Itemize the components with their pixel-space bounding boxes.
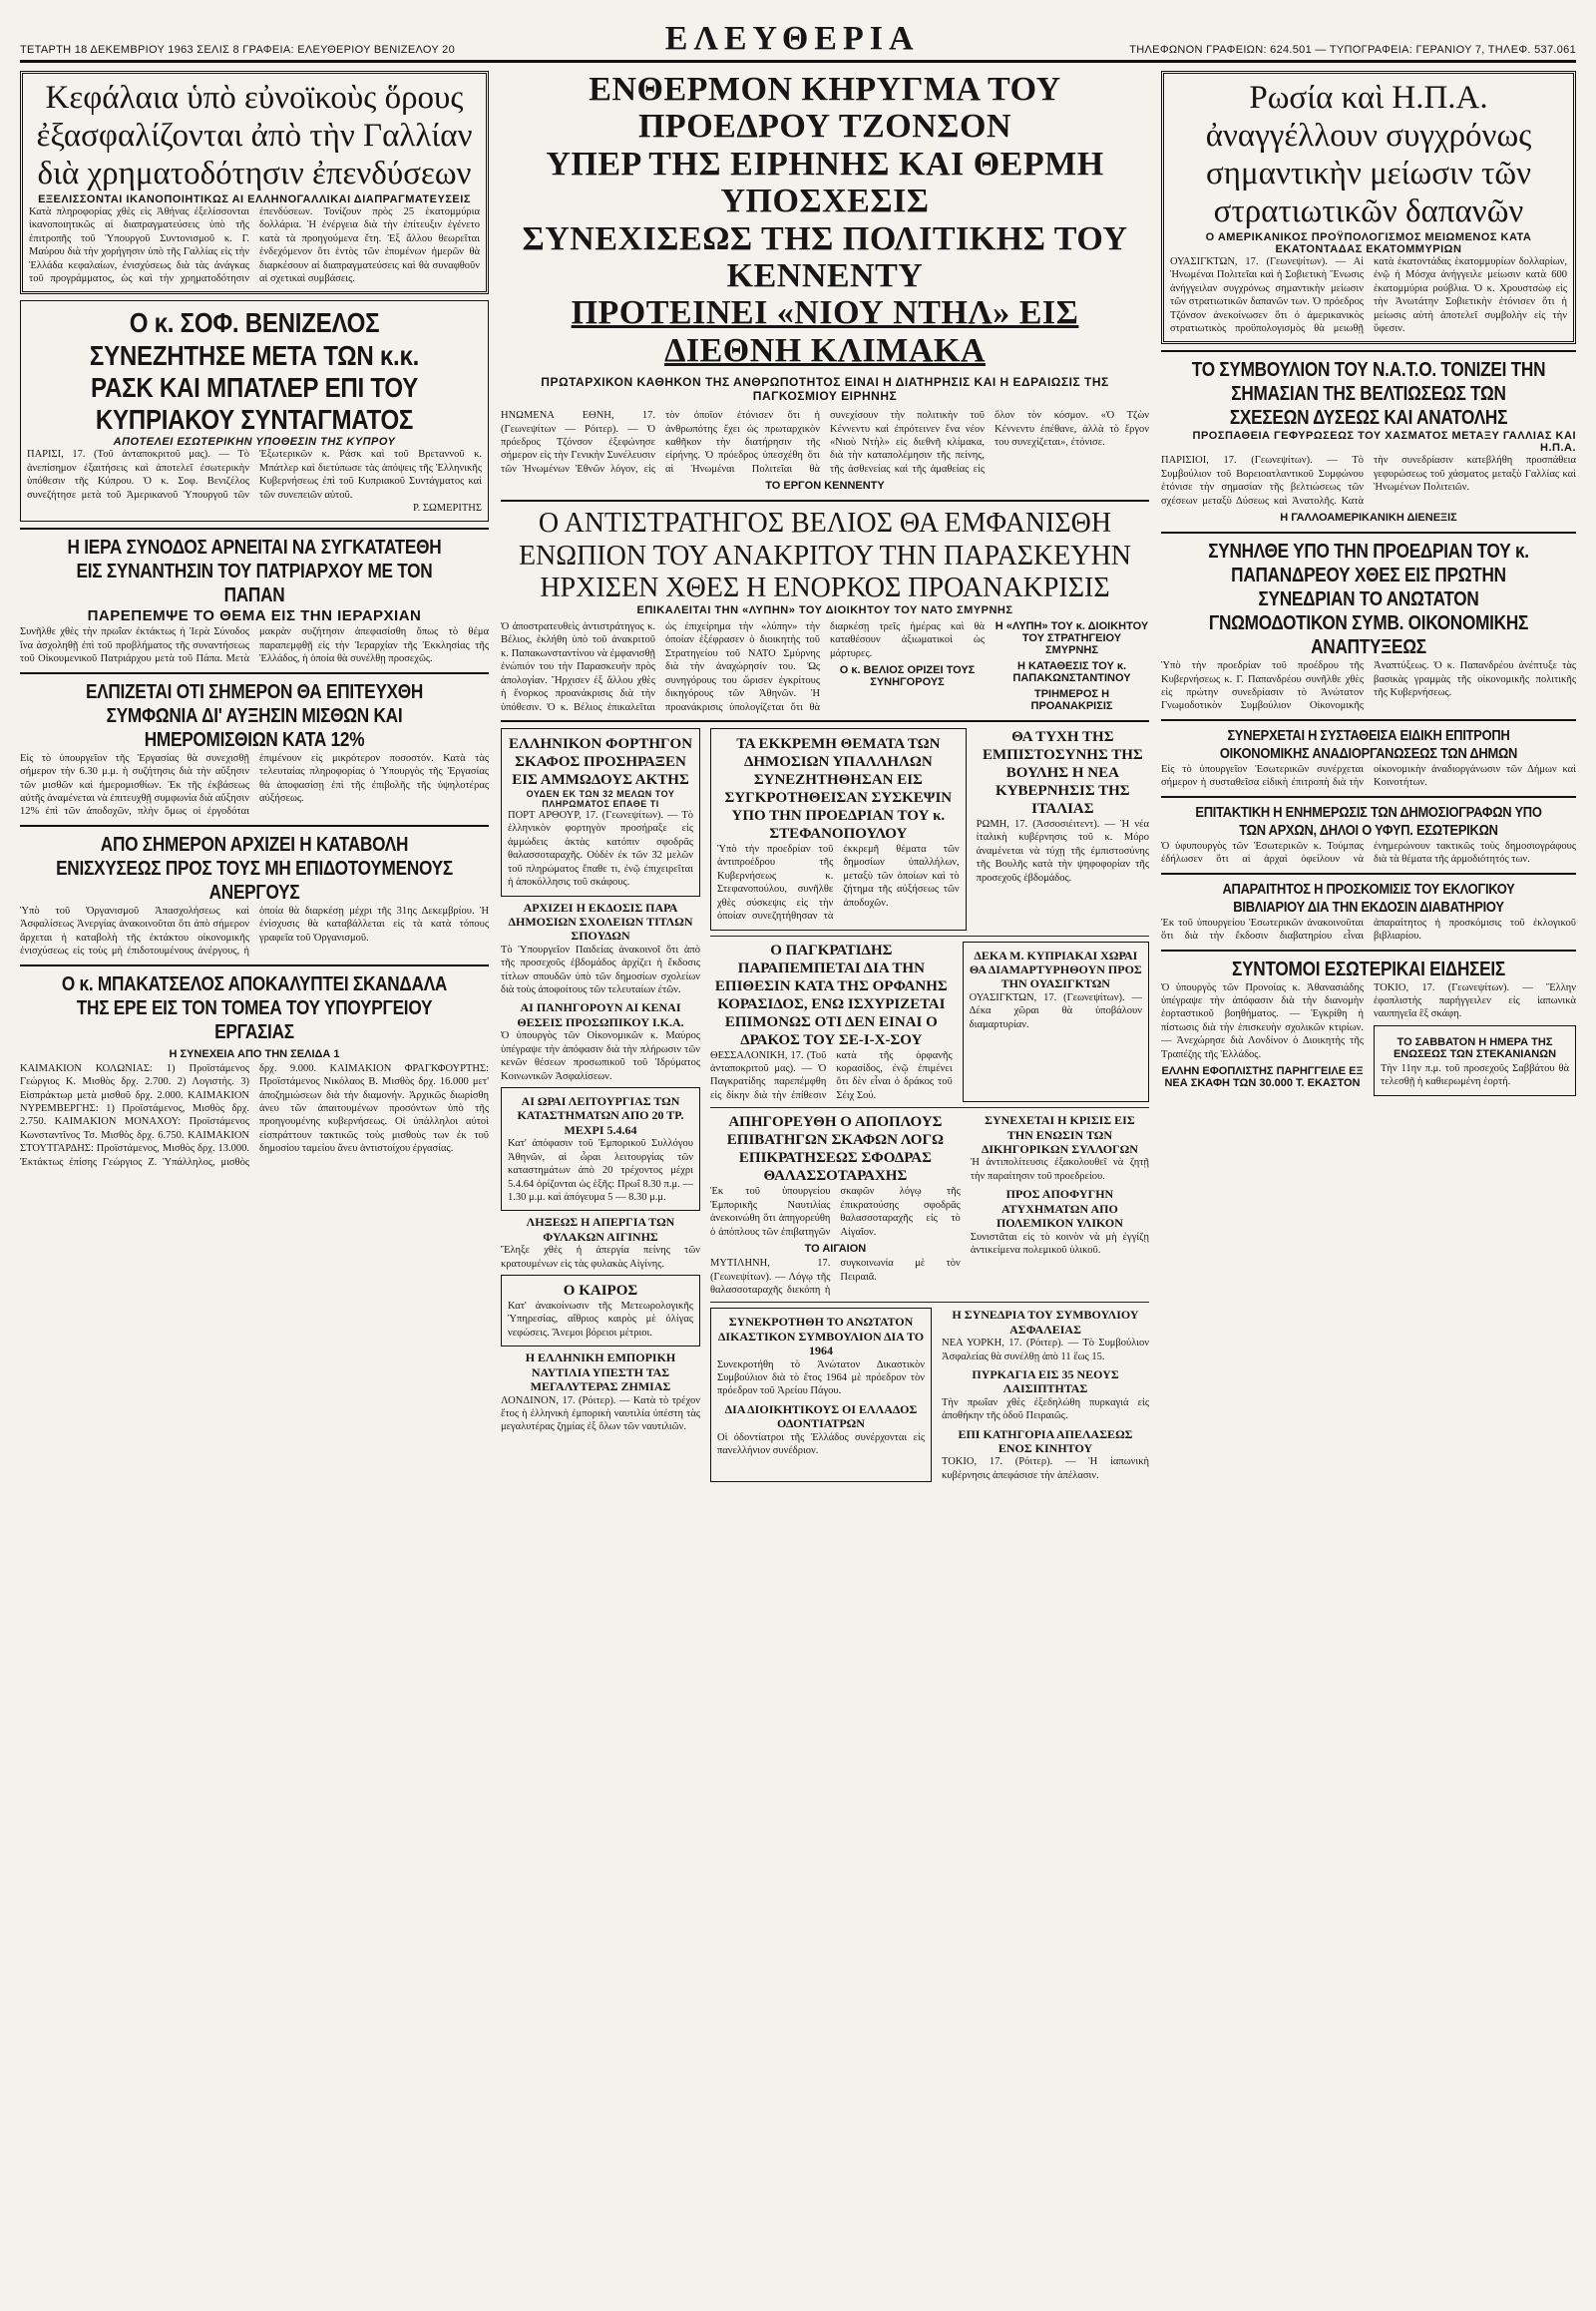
- article-freighter: [501, 728, 700, 897]
- article-hours: [501, 1087, 700, 1211]
- body-voters: Ἐκ τοῦ ὑπουργείου Ἐσωτερικῶν ἀνακοινοῦται ὅτι διὰ τὴν ἔκδοσιν διαβατηρίου εἶναι ἀπαραίτητος ἡ προσκόμισις τοῦ ἐκλογικοῦ βιβλιαρίου.: [1161, 917, 1576, 943]
- headline-nato: ΤΟ ΣΥΜΒΟΥΛΙΟΝ ΤΟΥ Ν.Α.Τ.Ο. ΤΟΝΙΖΕΙ ΤΗΝ ΣΗΜΑΣΙΑΝ ΤΗΣ ΒΕΛΤΙΩΣΕΩΣ ΤΩΝ ΣΧΕΣΕΩΝ ΔΥΣΕΩΣ ΚΑΙ ΑΝΑΤΟΛΗΣ: [1191, 359, 1546, 430]
- headline-lawyers: ΣΥΝΕΧΕΤΑΙ Η ΚΡΙΣΙΣ ΕΙΣ ΤΗΝ ΕΝΩΣΙΝ ΤΩΝ ΔΙΚΗΓΟΡΙΚΩΝ ΣΥΛΛΟΓΩΝ: [981, 1113, 1138, 1157]
- headline-works: Ο κ. ΜΠΑΚΑΤΣΕΛΟΣ ΑΠΟΚΑΛΥΠΤΕΙ ΣΚΑΝΔΑΛΑ ΤΗΣ ΕΡΕ ΕΙΣ ΤΟΝ ΤΟΜΕΑ ΤΟΥ ΥΠΟΥΡΓΕΙΟΥ ΕΡΓΑΣΙΑΣ: [61, 972, 448, 1043]
- body-weather: Κατ' ἀνακοίνωσιν τῆς Μετεωρολογικῆς Ὑπηρεσίας, αἴθριος καιρὸς μὲ ὀλίγας νεφώσεις. Ἄνεμοι βόρειοι μέτριοι.: [508, 1301, 693, 1339]
- body-papandreou: Ὑπὸ τὴν προεδρίαν τοῦ προέδρου τῆς Κυβερνήσεως κ. Γ. Παπανδρέου συνῆλθε χθὲς εἰς πρώτην συνεδρίασιν τὸ Ἀνώτατον Γνωμοδοτικὸν Συμβούλιον Οἰκονομικῆς Ἀναπτύξεως. Ὁ κ. Παπανδρέου ἀνέπτυξε τὰς βασικὰς γραμμὰς τῆς οἰκονομικῆς πολιτικῆς τῆς Κυβερνήσεως.: [1161, 660, 1576, 712]
- col-lawyers-missing: [971, 1113, 1149, 1297]
- subhead-velios-1: Ο κ. ΒΕΛΙΟΣ ΟΡΙΖΕΙ ΤΟΥΣ ΣΥΝΗΓΟΡΟΥΣ: [839, 664, 976, 689]
- headline-papandreou: ΣΥΝΗΛΘΕ ΥΠΟ ΤΗΝ ΠΡΟΕΔΡΙΑΝ ΤΟΥ κ. ΠΑΠΑΝΔΡΕΟΥ ΧΘΕΣ ΕΙΣ ΠΡΩΤΗΝ ΣΥΝΕΔΡΙΑΝ ΤΟ ΑΝΩΤΑΤΟΝ ΓΝΩΜΟΔΟΤΙΚΟΝ ΣΥΜΒ. ΟΙΚΟΝΟΜΙΚΗΣ ΑΝΑΠΤΥΞΕΩΣ: [1208, 541, 1529, 659]
- row-civil-italy: [710, 728, 1149, 931]
- body-tokyo: ΤΟΚΙΟ, 17. (Ρόιτερ). — Ἡ ἰαπωνικὴ κυβέρνησις ἀπεφάσισε τὴν ἀπέλασιν.: [942, 1456, 1149, 1481]
- body-aegean: ΜΥΤΙΛΗΝΗ, 17. (Γεωνεψίτων). — Λόγῳ τῆς θαλασσοταραχῆς διεκόπη ἡ συγκοινωνία μὲ τὸν Πειραιᾶ.: [710, 1258, 961, 1296]
- body-unemployed: Ὑπὸ τοῦ Ὀργανισμοῦ Ἀπασχολήσεως καὶ Ἀσφαλίσεως Ἀνεργίας ἀνακοινοῦται ὅτι ἀπὸ σήμερον ἄρχεται ἡ καταβολὴ τῆς ἐκτάκτου οἰκονομικῆς ἐνισχύσεως εἰς τοὺς μὴ ἐπιδοτουμένους ἀνέργους, ἡ ὁποία θὰ διαρκέσῃ μέχρι τῆς 31ης Δεκεμβρίου. Ἡ ἐνίσχυσις θὰ καταβάλλεται εἰς τὰ κατὰ τόπους γραφεῖα τοῦ Ὀργανισμοῦ.: [20, 905, 489, 958]
- top-strip: [20, 20, 1576, 63]
- kicker-velios: ΕΠΙΚΑΛΕΙΤΑΙ ΤΗΝ «ΛΥΠΗΝ» ΤΟΥ ΔΙΟΙΚΗΤΟΥ ΤΟΥ ΝΑΤΟ ΣΜΥΡΝΗΣ: [636, 603, 1013, 616]
- kicker-johnson: ΠΡΩΤΑΡΧΙΚΟΝ ΚΑΘΗΚΟΝ ΤΗΣ ΑΝΘΡΩΠΟΤΗΤΟΣ ΕΙΝΑΙ Η ΔΙΑΤΗΡΗΣΙΣ ΚΑΙ Η ΕΔΡΑΙΩΣΙΣ ΤΗΣ ΠΑΓΚΟΣΜΙΟΥ ΕΙΡΗΝΗΣ: [541, 375, 1109, 404]
- center-narrow-column: [501, 728, 700, 2265]
- article-velios: [501, 508, 1149, 714]
- article-papandreou: [1161, 540, 1576, 713]
- subhead-velios-3: Η ΚΑΤΑΘΕΣΙΣ ΤΟΥ κ. ΠΑΠΑΚΩΝΣΤΑΝΤΙΝΟΥ: [1012, 659, 1131, 684]
- body-arms-cuts: ΟΥΑΣΙΓΚΤΩΝ, 17. (Γεωνεψίτων). — Αἱ Ἡνωμέναι Πολιτεῖαι καὶ ἡ Σοβιετικὴ Ἕνωσις ἀνήγγειλαν συγχρόνως σημαντικὴν μείωσιν τῶν στρατιωτικῶν δαπανῶν των. Ὁ πρόεδρος Τζόνσον ἀνεκοίνωσεν ὅτι ὁ ἀμερικανικὸς στρατιωτικὸς προϋπολογισμὸς θὰ μειωθῇ κατὰ ἑκατοντάδας ἑκατομμυρίων δολλαρίων, ἐνῷ ἡ Μόσχα ἀνήγγειλε μείωσιν κατὰ 600 ἑκατομμύρια ρούβλια. Ὁ κ. Χρουστσὼφ εἰς τὴν Ἀνωτάτην Σοβιετικὴν ἐτόνισεν ὅτι ἡ μείωσις αὐτὴ ἀποτελεῖ συμβολὴν εἰς τὴν ὕφεσιν.: [1170, 255, 1567, 334]
- headline-wages: ΕΛΠΙΖΕΤΑΙ ΟΤΙ ΣΗΜΕΡΟΝ ΘΑ ΕΠΙΤΕΥΧΘΗ ΣΥΜΦΩΝΙΑ ΔΙ' ΑΥΞΗΣΙΝ ΜΙΣΘΩΝ ΚΑΙ ΗΜΕΡΟΜΙΣΘΙΩΝ ΚΑΤΑ 12%: [85, 680, 424, 751]
- body-strike: Ἔληξε χθὲς ἡ ἀπεργία πείνης τῶν κρατουμένων εἰς τὰς φυλακὰς Αἰγίνης.: [501, 1245, 700, 1270]
- headline-hours: ΑΙ ΩΡΑΙ ΛΕΙΤΟΥΡΓΙΑΣ ΤΩΝ ΚΑΤΑΣΤΗΜΑΤΩΝ ΑΠΟ 20 ΤΡ. ΜΕΧΡΙ 5.4.64: [517, 1094, 684, 1137]
- body-hours: Κατ' ἀπόφασιν τοῦ Ἐμπορικοῦ Συλλόγου Ἀθηνῶν, αἱ ὧραι λειτουργίας τῶν καταστημάτων ἀπὸ 20 τρέχοντος μέχρι 5.4.64 ὁρίζονται ὡς ἑξῆς: Πρωΐ 8.30 π.μ. — 1.30 μ.μ. καὶ ἀπόγευμα 5 — 8.30 μ.μ.: [508, 1138, 693, 1203]
- body-schools: Τὸ Ὑπουργεῖον Παιδείας ἀνακοινοῖ ὅτι ἀπὸ τῆς προσεχοῦς ἑβδομάδος ἀρχίζει ἡ ἔκδοσις τίτλων σπουδῶν ὑπὸ τῶν δημοσίων σχολείων διὰ τοὺς ἀποφοίτους τῶν τελευταίων ἐτῶν.: [501, 944, 700, 996]
- kicker-freighter: ΟΥΔΕΝ ΕΚ ΤΩΝ 32 ΜΕΛΩΝ ΤΟΥ ΠΛΗΡΩΜΑΤΟΣ ΕΠΑΘΕ ΤΙ: [526, 788, 675, 809]
- headline-police: ΔΙΑ ΔΙΟΙΚΗΤΙΚΟΥΣ ΟΙ ΕΛΛΑΔΟΣ ΟΔΟΝΤΙΑΤΡΩΝ: [724, 1401, 918, 1431]
- headline-strike: ΛΗΞΕΩΣ Η ΑΠΕΡΓΙΑ ΤΩΝ ΦΥΛΑΚΩΝ ΑΙΓΙΝΗΣ: [526, 1215, 675, 1244]
- body-briefs-shipowner: ΤΟΚΙΟ, 17. (Γεωνεψίτων). — Ἕλλην ἐφοπλιστὴς παρήγγειλεν εἰς ἰαπωνικὰ ναυπηγεῖα ἓξ σκάφη.: [1374, 981, 1576, 1020]
- headline-schools: ΑΡΧΙΖΕΙ Η ΕΚΔΟΣΙΣ ΠΑΡΑ ΔΗΜΟΣΙΩΝ ΣΧΟΛΕΙΩΝ ΤΙΤΛΩΝ ΣΠΟΥΔΩΝ: [508, 900, 693, 944]
- date-line: ΤΕΤΑΡΤΗ 18 ΔΕΚΕΜΒΡΙΟΥ 1963 ΣΕΛΙΣ 8 ΓΡΑΦΕΙΑ: ΕΛΕΥΘΕΡΙΟΥ ΒΕΝΙΖΕΛΟΥ 20: [20, 44, 455, 56]
- headline-italy: ΘΑ ΤΥΧΗ ΤΗΣ ΕΜΠΙΣΤΟΣΥΝΗΣ ΤΗΣ ΒΟΥΛΗΣ Η ΝΕΑ ΚΥΒΕΡΝΗΣΙΣ ΤΗΣ ΙΤΑΛΙΑΣ: [982, 728, 1143, 817]
- body-shipping: ΛΟΝΔΙΝΟΝ, 17. (Ρόιτερ). — Κατὰ τὸ τρέχον ἔτος ἡ ἑλληνικὴ ἐμπορικὴ ναυτιλία ὑπέστη τὰς μεγαλυτέρας ζημίας ἐξ ὅλων τῶν ναυτιλιῶν.: [501, 1394, 700, 1433]
- body-venizelos: ΠΑΡΙΣΙ, 17. (Τοῦ ἀνταποκριτοῦ μας). — Τὸ ἀνεπίσημον ἐξαιτήσεις καὶ ἀποτελεῖ ἐσωτερικὴν ὑπόθεσιν τῆς Κύπρου. Ὁ κ. Σοφ. Βενιζέλος συνεζήτησε μετὰ τοῦ Ἀμερικανοῦ Ὑπουργοῦ τῶν Ἐξωτερικῶν κ. Ράσκ καὶ τοῦ Βρεταννοῦ κ. Μπάτλερ καὶ διετύπωσε τὰς ἀπόψεις τῆς Ἑλληνικῆς Κυβερνήσεως ἐπὶ τοῦ Κυπριακοῦ Συντάγματος καὶ τῶν συνεπειῶν αὐτοῦ.: [27, 449, 482, 501]
- right-column: [1161, 71, 1576, 2265]
- headline-court: ΣΥΝΕΚΡΟΤΗΘΗ ΤΟ ΑΝΩΤΑΤΟΝ ΔΙΚΑΣΤΙΚΟΝ ΣΥΜΒΟΥΛΙΟΝ ΔΙΑ ΤΟ 1964: [717, 1315, 925, 1358]
- headline-weather: Ο ΚΑΙΡΟΣ: [563, 1283, 638, 1300]
- headline-venizelos: Ο κ. ΣΟΦ. ΒΕΝΙΖΕΛΟΣ ΣΥΝΕΖΗΤΗΣΕ ΜΕΤΑ ΤΩΝ κ.κ. ΡΑΣΚ ΚΑΙ ΜΠΑΤΛΕΡ ΕΠΙ ΤΟΥ ΚΥΠΡΙΑΚΟΥ ΣΥΝΤΑΓΜΑΤΟΣ: [89, 307, 420, 435]
- headline-civil: ΤΑ ΕΚΚΡΕΜΗ ΘΕΜΑΤΑ ΤΩΝ ΔΗΜΟΣΙΩΝ ΥΠΑΛΛΗΛΩΝ ΣΥΝΕΖΗΤΗΘΗΣΑΝ ΕΙΣ ΣΥΓΚΡΟΤΗΘΕΙΣΑΝ ΣΥΣΚΕΨΙΝ ΥΠΟ ΤΗΝ ΠΡΟΕΔΡΙΑΝ ΤΟΥ κ. ΣΤΕΦΑΝΟΠΟΥΛΟΥ: [724, 735, 953, 842]
- headline-missing: ΠΡΟΣ ΑΠΟΦΥΓΗΝ ΑΤΥΧΗΜΑΤΩΝ ΑΠΟ ΠΟΛΕΜΙΚΟΝ ΥΛΙΚΟΝ: [996, 1187, 1123, 1231]
- article-venizelos: [20, 300, 489, 522]
- article-arms-cuts: [1161, 71, 1576, 344]
- kicker-synod: ΠΑΡΕΠΕΜΨΕ ΤΟ ΘΕΜΑ ΕΙΣ ΤΗΝ ΙΕΡΑΡΧΙΑΝ: [87, 607, 422, 625]
- headline-freighter: ΕΛΛΗΝΙΚΟΝ ΦΟΡΤΗΓΟΝ ΣΚΑΦΟΣ ΠΡΟΣΗΡΑΞΕΝ ΕΙΣ ΑΜΜΩΔΟΥΣ ΑΚΤΗΣ: [508, 735, 693, 788]
- row-orphans-cyprus: [710, 942, 1149, 1103]
- article-un: [942, 1308, 1149, 1482]
- article-court: [710, 1308, 932, 1482]
- body-missing: Συνιστᾶται εἰς τὸ κοινὸν νὰ μὴ ἐγγίζῃ ἀντικείμενα πολεμικοῦ ὑλικοῦ.: [970, 1231, 1149, 1256]
- body-cyprus: ΟΥΑΣΙΓΚΤΩΝ, 17. (Γεωνεψίτων). — Δέκα χῶραι θὰ ὑποβάλουν διαμαρτυρίαν.: [969, 991, 1142, 1030]
- article-synod: [20, 536, 489, 665]
- body-un: ΝΕΑ ΥΟΡΚΗ, 17. (Ρόιτερ). — Τὸ Συμβούλιον Ἀσφαλείας θὰ συνέλθῃ ἀπὸ 11 ἕως 15.: [942, 1338, 1149, 1362]
- subhead-nato: Η ΓΑΛΛΟΑΜΕΡΙΚΑΝΙΚΗ ΔΙΕΝΕΞΙΣ: [1280, 512, 1457, 525]
- body-freighter: ΠΟΡΤ ΑΡΘΟΥΡ, 17. (Γεωνεψίτων). — Τὸ ἑλληνικὸν φορτηγὸν προσήραξε εἰς ἀμμώδεις ἀκτὰς κατόπιν σφοδρᾶς θαλασσοταραχῆς. Οὐδὲν ἐκ τῶν 32 μελῶν τοῦ πληρώματος ἔπαθε τι, ἐνῷ ἐπιχειρεῖται ἡ ἀποκόλλησις τοῦ σκάφους.: [508, 809, 693, 889]
- headline-journalists: ΕΠΙΤΑΚΤΙΚΗ Η ΕΝΗΜΕΡΩΣΙΣ ΤΩΝ ΔΗΜΟΣΙΟΓΡΑΦΩΝ ΥΠΟ ΤΩΝ ΑΡΧΩΝ, ΔΗΛΟΙ Ο ΥΦΥΠ. ΕΣΩΤΕΡΙΚΩΝ: [1195, 803, 1542, 839]
- center-lower: [501, 728, 1149, 2265]
- headline-fire: ΠΥΡΚΑΓΙΑ ΕΙΣ 35 ΝΕΟΥΣ ΛΑΙΣΙΠΤΗΤΑΣ: [972, 1367, 1119, 1396]
- headline-unemployed: ΑΠΟ ΣΗΜΕΡΟΝ ΑΡΧΙΖΕΙ Η ΚΑΤΑΒΟΛΗ ΕΝΙΣΧΥΣΕΩΣ ΠΡΟΣ ΤΟΥΣ ΜΗ ΕΠΙΔΟΤΟΥΜΕΝΟΥΣ ΑΝΕΡΓΟΥΣ: [56, 833, 453, 904]
- article-civil: [710, 728, 967, 931]
- body-italy: ΡΩΜΗ, 17. (Ἀσσοσιέιτεντ). — Ἡ νέα ἰταλικὴ κυβέρνησις τοῦ κ. Μόρο ἀναμένεται νὰ τύχῃ τῆς ἐμπιστοσύνης τῆς Βουλῆς κατὰ τὴν ψηφοφορίαν τῆς προσεχοῦς ἑβδομάδος.: [976, 818, 1149, 884]
- article-france-capital: [20, 71, 489, 294]
- banner-line-1: ΕΝΘΕΡΜΟΝ ΚΗΡΥΓΜΑ ΤΟΥ ΠΡΟΕΔΡΟΥ ΤΖΟΝΣΟΝ: [589, 71, 1061, 146]
- article-briefs: [1161, 958, 1576, 2266]
- article-strike: [501, 1215, 700, 1271]
- center-column: [501, 71, 1149, 2265]
- article-johnson: [501, 71, 1149, 502]
- velios-line-3: ΗΡΧΙΣΕΝ ΧΘΕΣ Η ΕΝΟΡΚΟΣ ΠΡΟΑΝΑΚΡΙΣΙΣ: [540, 572, 1110, 603]
- article-unemployed: [20, 833, 489, 959]
- article-journalists: [1161, 804, 1576, 867]
- headline-tokyo: ΕΠΙ ΚΑΤΗΓΟΡΙΑ ΑΠΕΛΑΣΕΩΣ ΕΝΟΣ ΚΙΝΗΤΟΥ: [958, 1426, 1133, 1456]
- body-court: Συνεκροτήθη τὸ Ἀνώτατον Δικαστικὸν Συμβούλιον διὰ τὸ ἔτος 1964 μὲ πρόεδρον τὸν πρόεδρον τοῦ Ἀρείου Πάγου.: [717, 1358, 925, 1397]
- headline-synod: Η ΙΕΡΑ ΣΥΝΟΔΟΣ ΑΡΝΕΙΤΑΙ ΝΑ ΣΥΓΚΑΤΑΤΕΘΗ ΕΙΣ ΣΥΝΑΝΤΗΣΙΝ ΤΟΥ ΠΑΤΡΙΑΡΧΟΥ ΜΕ ΤΟΝ ΠΑΠΑΝ: [67, 537, 442, 607]
- subhead-kennedy: ΤΟ ΕΡΓΟΝ ΚΕΝΝΕΝΤΥ: [765, 480, 885, 493]
- left-column: [20, 71, 489, 2265]
- headline-dockers: ΑΠΗΓΟΡΕΥΘΗ Ο ΑΠΟΠΛΟΥΣ ΕΠΙΒΑΤΗΓΩΝ ΣΚΑΦΩΝ ΛΟΓΩ ΕΠΙΚΡΑΤΗΣΕΩΣ ΣΦΟΔΡΑΣ ΘΑΛΑΣΣΟΤΑΡΑΧΗΣ: [726, 1114, 945, 1185]
- byline-venizelos: Ρ. ΣΩΜΕΡΙΤΗΣ: [412, 502, 482, 514]
- body-nato: ΠΑΡΙΣΙΟΙ, 17. (Γεωνεψίτων). — Τὸ Συμβούλιον τοῦ Βορειοατλαντικοῦ Συμφώνου ἐτόνισε τὴν σημασίαν τῆς βελτιώσεως τῶν σχέσεων μεταξὺ Δύσεως καὶ Ἀνατολῆς. Κατὰ τὴν συνεδρίασιν κατεβλήθη προσπάθεια γεφυρώσεως τοῦ χάσματος μεταξὺ Γαλλίας καὶ Ἡνωμένων Πολιτειῶν.: [1161, 455, 1576, 507]
- body-civil: Ὑπὸ τὴν προεδρίαν τοῦ ἀντιπροέδρου τῆς Κυβερνήσεως κ. Στεφανοπούλου, συνῆλθε χθὲς σύσκεψις εἰς τὴν ὁποίαν συνεζητήθησαν τὰ ἐκκρεμῆ θέματα τῶν δημοσίων ὑπαλλήλων, μεταξὺ τῶν ὁποίων καὶ τὸ ζήτημα τῆς αὐξήσεως τῶν ἀποδοχῶν.: [717, 843, 960, 923]
- page-grid: [20, 71, 1576, 2265]
- body-briefs: Ὁ ὑπουργὸς τῶν Προνοίας κ. Ἀθανασιάδης ὑπέγραψε τὴν ἀπόφασιν διὰ τὴν διανομὴν ἑορταστικοῦ βοηθήματος. — Ἐγκρίθη ἡ πίστωσις διὰ τὴν ἐπισκευὴν σχολικῶν κτιρίων. — Ἀνεχώρησε διὰ Λονδίνον ὁ Διοικητὴς τῆς Τραπέζης τῆς Ἑλλάδος.: [1161, 981, 1364, 1060]
- newspaper-page: [20, 20, 1576, 2271]
- velios-line-1: Ο ΑΝΤΙΣΤΡΑΤΗΓΟΣ ΒΕΛΙΟΣ ΘΑ ΕΜΦΑΝΙΣΘΗ: [538, 508, 1112, 540]
- body-dockers: Ἐκ τοῦ ὑπουργείου Ἐμπορικῆς Ναυτιλίας ἀνεκοινώθη ὅτι ἀπηγορεύθη ὁ ἀπόπλους τῶν ἐπιβατηγῶν σκαφῶν λόγῳ τῆς ἐπικρατούσης σφοδρᾶς θαλασσοταραχῆς εἰς τὸ Αἰγαῖον.: [710, 1186, 961, 1238]
- article-cyprus: [963, 942, 1149, 1103]
- body-synod: Συνῆλθε χθὲς τὴν πρωΐαν ἐκτάκτως ἡ Ἱερὰ Σύνοδος ἵνα ἀσχοληθῇ ἐπὶ τοῦ προβλήματος τῆς συναντήσεως τοῦ Οἰκουμενικοῦ Πατριάρχου μετὰ τοῦ Πάπα. Μετὰ μακρὰν συζήτησιν ἀπεφασίσθη ὅπως τὸ θέμα παραπεμφθῇ εἰς τὴν Ἱεραρχίαν τῆς Ἐκκλησίας τῆς Ἑλλάδος, ἡ ὁποία θὰ συνέλθῃ προσεχῶς.: [20, 626, 489, 665]
- kicker-france-capital: ΕΞΕΛΙΣΣΟΝΤΑΙ ΙΚΑΝΟΠΟΙΗΤΙΚΩΣ ΑΙ ΕΛΛΗΝΟΓΑΛΛΙΚΑΙ ΔΙΑΠΡΑΓΜΑΤΕΥΣΕΙΣ: [38, 193, 471, 205]
- body-velios: Ὁ ἀποστρατευθεὶς ἀντιστράτηγος κ. Βέλιος, ἐκλήθη ὑπὸ τοῦ ἀνακριτοῦ κ. Παπακωνσταντίνου νὰ ἐμφανισθῇ ἐνώπιόν του τὴν Παρασκευὴν πρὸς ἀπολογίαν. Ἤρχισεν ἐξ ἄλλου χθὲς ἡ ἔνορκος προανάκρισις διὰ τὴν ὑπόθεσιν. Ὁ κ. Βέλιος ἐπικαλεῖται ὡς ἐπιχείρημα τὴν «λύπην» τὴν ὁποίαν ἐξέφρασεν ὁ διοικητὴς τοῦ Στρατηγείου τοῦ ΝΑΤΟ Σμύρνης διὰ τὴν ἀναχώρησίν του. Ὡς συνηγόρους του ὥρισεν ἐγκρίτους δικηγόρους τῶν Ἀθηνῶν. Ἡ προανάκρισις ὑπολογίζεται ὅτι θὰ διαρκέσῃ τρεῖς ἡμέρας καὶ θὰ καταθέσουν ἀξιωματικοὶ ὡς μάρτυρες.: [501, 620, 985, 713]
- subhead-briefs-saturday: ΤΟ ΣΑΒΒΑΤΟΝ Η ΗΜΕΡΑ ΤΗΣ ΕΝΩΣΕΩΣ ΤΩΝ ΣΤΕΚΑΝΙΑΝΩΝ: [1393, 1035, 1557, 1060]
- kicker-arms-cuts: Ο ΑΜΕΡΙΚΑΝΙΚΟΣ ΠΡΟΫΠΟΛΟΓΙΣΜΟΣ ΜΕΙΩΜΕΝΟΣ ΚΑΤΑ ΕΚΑΤΟΝΤΑΔΑΣ ΕΚΑΤΟΜΜΥΡΙΩΝ: [1205, 230, 1532, 255]
- body-orphans: ΘΕΣΣΑΛΟΝΙΚΗ, 17. (Τοῦ ἀνταποκριτοῦ μας). — Ὁ Παγκρατίδης παρεπέμφθη εἰς δίκην διὰ τὴν ἐπίθεσιν κατὰ τῆς ὀρφανῆς κορασίδος, ἐνῷ ἐπιμένει ὅτι δὲν εἶναι ὁ δράκος τοῦ Σέιχ Σού.: [710, 1049, 953, 1101]
- body-police: Οἱ ὀδοντίατροι τῆς Ἑλλάδος συνέρχονται εἰς πανελλήνιον συνέδριον.: [717, 1431, 925, 1457]
- article-wages: [20, 680, 489, 819]
- row-bottom-center: [710, 1308, 1149, 1482]
- banner-line-4: ΠΡΟΤΕΙΝΕΙ «ΝΙΟΥ ΝΤΗΛ» ΕΙΣ ΔΙΕΘΝΗ ΚΛΙΜΑΚΑ: [571, 294, 1079, 369]
- headline-briefs: ΣΥΝΤΟΜΟΙ ΕΣΩΤΕΡΙΚΑΙ ΕΙΔΗΣΕΙΣ: [1232, 958, 1505, 980]
- article-orphans: [710, 942, 953, 1103]
- headline-orphans: Ο ΠΑΓΚΡΑΤΙΔΗΣ ΠΑΡΑΠΕΜΠΕΤΑΙ ΔΙΑ ΤΗΝ ΕΠΙΘΕΣΙΝ ΚΑΤΑ ΤΗΣ ΟΡΦΑΝΗΣ ΚΟΡΑΣΙΔΟΣ, ΕΝΩ ΙΣΧΥΡΙΖΕΤΑΙ ΕΠΙΜΟΝΩΣ ΟΤΙ ΔΕΝ ΕΙΝΑΙ Ο ΔΡΑΚΟΣ ΤΟΥ ΣΕ-Ι-Χ-ΣΟΥ: [714, 942, 948, 1048]
- body-johnson: ΗΝΩΜΕΝΑ ΕΘΝΗ, 17. (Γεωνεψίτων — Ρόιτερ). — Ὁ πρόεδρος Τζόνσον ἐξεφώνησε σήμερον εἰς τὴν Γενικὴν Συνέλευσιν τῶν Ἡνωμένων Ἐθνῶν λόγον, εἰς τὸν ὁποῖον ἐτόνισεν ὅτι ἡ ἀνθρωπότης ἔχει ὡς πρωταρχικὸν καθῆκον τὴν διατήρησιν τῆς εἰρήνης. Ὁ πρόεδρος ὑπεσχέθη ὅτι αἱ Ἡνωμέναι Πολιτεῖαι θὰ συνεχίσουν τὴν πολιτικὴν τοῦ Κέννεντυ καὶ ἐπρότεινεν ἕνα νέον «Νιοὺ Ντὴλ» εἰς διεθνῆ κλίμακα, διὰ τὴν καταπολέμησιν τῆς πείνης, τῆς ἀσθενείας καὶ τῆς ἀμαθείας εἰς ὅλον τὸν κόσμον. «Ὁ Τζὼν Κέννεντυ ἐπέθανε, ἀλλὰ τὸ ἔργον του συνεχίζεται», ἐτόνισε.: [501, 410, 1149, 475]
- headline-aegean: ΤΟ ΑΙΓΑΙΟΝ: [804, 1243, 867, 1256]
- article-dockers: [710, 1113, 961, 1297]
- kicker-venizelos: ΑΠΟΤΕΛΕΙ ΕΣΩΤΕΡΙΚΗΝ ΥΠΟΘΕΣΙΝ ΤΗΣ ΚΥΠΡΟΥ: [113, 436, 396, 449]
- subhead-velios-4: ΤΡΙΗΜΕΡΟΣ Η ΠΡΟΑΝΑΚΡΙΣΙΣ: [1030, 687, 1113, 712]
- kicker-works: Η ΣΥΝΕΧΕΙΑ ΑΠΟ ΤΗΝ ΣΕΛΙΔΑ 1: [169, 1047, 340, 1060]
- body-committee: Εἰς τὸ ὑπουργεῖον Ἐσωτερικῶν συνέρχεται σήμερον ἡ συσταθεῖσα εἰδικὴ ἐπιτροπὴ διὰ τὴν οἰκονομικὴν ἀναδιοργάνωσιν τῶν Δήμων καὶ Κοινοτήτων.: [1161, 763, 1576, 789]
- headline-cyprus: ΔΕΚΑ Μ. ΚΥΠΡΙΑΚΑΙ ΧΩΡΑΙ ΘΑ ΔΙΑΜΑΡΤΥΡΗΘΟΥΝ ΠΡΟΣ ΤΗΝ ΟΥΑΣΙΓΚΤΩΝ: [969, 948, 1142, 991]
- velios-line-2: ΕΝΩΠΙΟΝ ΤΟΥ ΑΝΑΚΡΙΤΟΥ ΤΗΝ ΠΑΡΑΣΚΕΥΗΝ: [518, 540, 1132, 572]
- subhead-velios-2: Η «ΛΥΠΗ» ΤΟΥ κ. ΔΙΟΙΚΗΤΟΥ ΤΟΥ ΣΤΡΑΤΗΓΕΙΟΥ ΣΜΥΡΝΗΣ: [995, 619, 1149, 656]
- row-dockers-lawyers: [710, 1113, 1149, 1297]
- headline-france-capital: Κεφάλαια ὑπὸ εὐνοϊκοὺς ὅρους ἐξασφαλίζονται ἀπὸ τὴν Γαλλίαν διὰ χρηματοδότησιν ἐπενδύσεων: [36, 80, 473, 192]
- banner-line-2: ΥΠΕΡ ΤΗΣ ΕΙΡΗΝΗΣ ΚΑΙ ΘΕΡΜΗ ΥΠΟΣΧΕΣΙΣ: [546, 145, 1104, 220]
- body-fire: Τὴν πρωΐαν χθὲς ἐξεδηλώθη πυρκαγιά εἰς ἀποθήκην τῆς ὁδοῦ Πειραιῶς.: [942, 1396, 1149, 1422]
- article-schools: [501, 901, 700, 997]
- body-journalists: Ὁ ὑφυπουργὸς τῶν Ἐσωτερικῶν κ. Τούμπας ἐδήλωσεν ὅτι αἱ ἀρχαὶ ὀφείλουν νὰ ἐνημερώνουν τακτικῶς τοὺς δημοσιογράφους διὰ τὰ θέματα τῆς ἁρμοδιότητός των.: [1161, 840, 1576, 866]
- subhead-briefs-shipowner: ΕΛΛΗΝ ΕΦΟΠΛΙΣΤΗΣ ΠΑΡΗΓΓΕΙΛΕ ΕΞ ΝΕΑ ΣΚΑΦΗ ΤΩΝ 30.000 Τ. ΕΚΑΣΤΟΝ: [1161, 1065, 1364, 1090]
- center-wide-column: [710, 728, 1149, 2265]
- headline-committee: ΣΥΝΕΡΧΕΤΑΙ Η ΣΥΣΤΑΘΕΙΣΑ ΕΙΔΙΚΗ ΕΠΙΤΡΟΠΗ ΟΙΚΟΝΟΜΙΚΗΣ ΑΝΑΔΙΟΡΓΑΝΩΣΕΩΣ ΤΩΝ ΔΗΜΩΝ: [1219, 726, 1518, 762]
- headline-un: Η ΣΥΝΕΔΡΙΑ ΤΟΥ ΣΥΜΒΟΥΛΙΟΥ ΑΣΦΑΛΕΙΑΣ: [952, 1308, 1139, 1337]
- headline-ika: ΑΙ ΠΑΝΗΓΟΡΟΥΝ ΑΙ ΚΕΝΑΙ ΘΕΣΕΙΣ ΠΡΟΣΩΠΙΚΟΥ Ι.Κ.Α.: [517, 1000, 684, 1029]
- article-shipping: [501, 1350, 700, 1433]
- phones-line: ΤΗΛΕΦΩΝΟΝ ΓΡΑΦΕΙΩΝ: 624.501 — ΤΥΠΟΓΡΑΦΕΙΑ: ΓΕΡΑΝΙΟΥ 7, ΤΗΛΕΦ. 537.061: [1129, 44, 1576, 56]
- body-france-capital: Κατὰ πληροφορίας χθὲς εἰς Ἀθήνας ἐξελίσσονται ἱκανοποιητικῶς αἱ διαπραγματεύσεις ὑπὸ τῆς ἐπιτροπῆς τοῦ Ὑπουργοῦ Συντονισμοῦ κ. Γ. Μαύρου διὰ τὴν χορήγησιν ὑπὸ τῆς Γαλλίας εἰς τὴν Ἑλλάδα κεφαλαίων, ἐνισχύσεως διὰ τὰς ἀνάγκας τοῦ προγράμματος, ὡς καὶ τὴν χρηματοδότησιν ἐπενδύσεων. Τονίζουν πρὸς 25 ἑκατομμύρια δολλάρια. Ἡ ἐνέργεια διὰ τὴν ἐπίτευξιν ἐγένετο κατὰ τὰ προηγούμενα ἔτη. Ἐξ ἄλλου θεωρεῖται ἐνδεχόμενον ὅτι ἐντὸς τῶν ἐπομένων ἡμερῶν θὰ διαρκέσουν αἱ διαπραγματεύσεις καὶ θὰ συναφθοῦν αἱ σχετικαὶ συμβάσεις.: [29, 205, 480, 284]
- article-nato: [1161, 358, 1576, 526]
- banner-line-3: ΣΥΝΕΧΙΣΕΩΣ ΤΗΣ ΠΟΛΙΤΙΚΗΣ ΤΟΥ ΚΕΝΝΕΝΤΥ: [522, 219, 1128, 294]
- headline-shipping: Η ΕΛΛΗΝΙΚΗ ΕΜΠΟΡΙΚΗ ΝΑΥΤΙΛΙΑ ΥΠΕΣΤΗ ΤΑΣ ΜΕΓΑΛΥΤΕΡΑΣ ΖΗΜΙΑΣ: [525, 1350, 676, 1394]
- article-committee: [1161, 727, 1576, 790]
- headline-arms-cuts: Ρωσία καὶ Η.Π.Α. ἀναγγέλλουν συγχρόνως σημαντικὴν μείωσιν τῶν στρατιωτικῶν δαπανῶν: [1205, 80, 1532, 229]
- article-voters: [1161, 881, 1576, 944]
- body-lawyers: Ἡ ἀντιπολίτευσις ἐξακολουθεῖ νὰ ζητῇ τὴν παραίτησιν τοῦ προεδρείου.: [970, 1157, 1149, 1182]
- body-briefs-saturday: Τὴν 11ην π.μ. τοῦ προσεχοῦς Σαββάτου θὰ τελεσθῇ ἡ καθιερωμένη ἑορτή.: [1381, 1062, 1569, 1088]
- article-italy: [977, 728, 1149, 931]
- kicker-nato: ΠΡΟΣΠΑΘΕΙΑ ΓΕΦΥΡΩΣΕΩΣ ΤΟΥ ΧΑΣΜΑΤΟΣ ΜΕΤΑΞΥ ΓΑΛΛΙΑΣ ΚΑΙ Η.Π.Α.: [1192, 430, 1576, 455]
- body-works: ΚΑΙΜΑΚΙΟΝ ΚΟΛΩΝΙΑΣ: 1) Προϊστάμενος Γεώργιος Κ. Μισθὸς δρχ. 2.700. 2) Λογιστὴς. 3) Εἰσπράκτωρ μετὰ μισθοῦ δρχ. 2.000. ΚΑΙΜΑΚΙΟΝ ΝΥΡΕΜΒΕΡΓΗΣ: 1) Προϊστάμενος, Μισθὸς δρχ. 2.750. ΚΑΙΜΑΚΙΟΝ ΜΟΝΑΧΟΥ: Προϊστάμενος Κωνσταντῖνος Τσ. Μισθὸς δρχ. 6.750. ΚΑΙΜΑΚΙΟΝ ΣΤΟΥΤΓΑΡΔΗΣ: Προϊστάμενος, Μισθὸς δρχ. 13.000. Ἐκτάκτως ἐπίσης Γεώργιος Ζ. Ὑπάλληλος, μισθὸς δρχ. 9.000. ΚΑΙΜΑΚΙΟΝ ΦΡΑΓΚΦΟΥΡΤΗΣ: Προϊστάμενος Νικόλαος Β. Μισθὸς δρχ. 16.000 μετ' ἀποζημιώσεων διὰ τὴν διαμονήν. Ἀρχικῶς διωρίσθη ἀνευ τῶν ἀπαιτουμένων προσόντων ὑπὸ τῆς προηγουμένης κυβερνήσεως. Οἱ ὑπάλληλοι αὐτοὶ εἰσπράττουν τακτικῶς τοὺς μισθοὺς των ἐκ τοῦ δημοσίου ταμείου ἄνευ ἀντιστοίχου ἐργασίας.: [20, 1062, 489, 1168]
- headline-voters: ΑΠΑΡΑΙΤΗΤΟΣ Η ΠΡΟΣΚΟΜΙΣΙΣ ΤΟΥ ΕΚΛΟΓΙΚΟΥ ΒΙΒΛΙΑΡΙΟΥ ΔΙΑ ΤΗΝ ΕΚΔΟΣΙΝ ΔΙΑΒΑΤΗΡΙΟΥ: [1222, 880, 1515, 916]
- article-works: [20, 972, 489, 2265]
- article-ika: [501, 1000, 700, 1083]
- body-ika: Ὁ ὑπουργὸς τῶν Οἰκονομικῶν κ. Μαύρος ὑπέγραψε τὴν ἀπόφασιν διὰ τὴν πλήρωσιν τῶν κενῶν θέσεων προσωπικοῦ τοῦ Ἰδρύματος Κοινωνικῶν Ἀσφαλίσεων.: [501, 1030, 700, 1082]
- article-weather: [501, 1275, 700, 1347]
- masthead: ΕΛΕΥΘΕΡΙΑ: [664, 20, 920, 57]
- body-wages: Εἰς τὸ ὑπουργεῖον τῆς Ἐργασίας θὰ συνεχισθῇ σήμερον τὴν 6.30 μ.μ. ἡ συζήτησις διὰ τὴν αὔξησιν τῶν μισθῶν καὶ ἡμερομισθίων. Ἐκ τῆς ἐκβάσεως αὐτῆς ἀναμένεται νὰ ἐπιτευχθῇ συμφωνία διὰ αὔξησιν 12% ἐπὶ τῶν ἀποδοχῶν, πλὴν ὅμως οἱ ἐργοδόται ἐπιμένουν εἰς μικρότερον ποσοστόν. Κατὰ τὰς τελευταίας πληροφορίας ὁ Ὑπουργὸς τῆς Ἐργασίας θὰ ἀποφασίσῃ ἐπὶ τῆς ἐπιβολῆς τῆς ὑψηλοτέρας αὐξήσεως.: [20, 752, 489, 818]
